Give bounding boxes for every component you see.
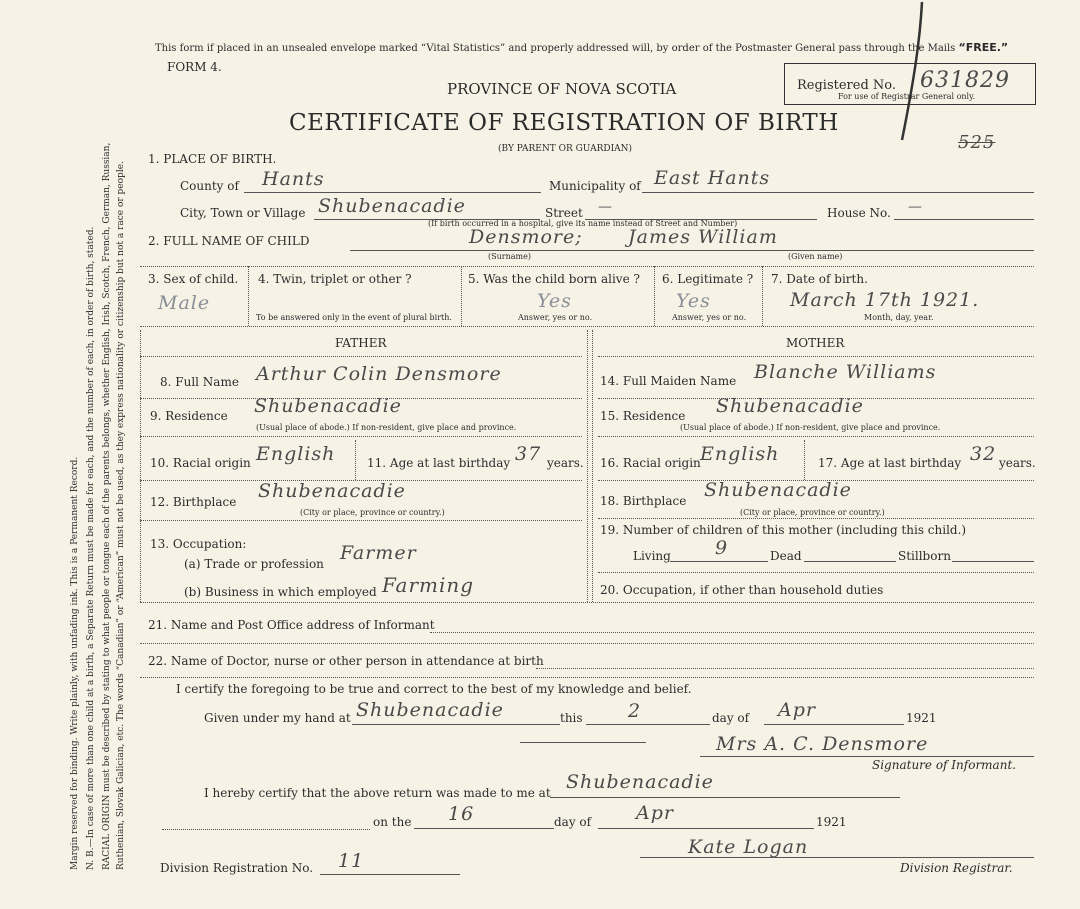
month-value: Apr (778, 699, 816, 721)
father-residence-note: (Usual place of abode.) If non-resident, give place and province. (256, 423, 517, 432)
registrar-month: Apr (636, 802, 674, 824)
father-residence-label: 9. Residence (150, 409, 228, 423)
mother-age-value: 32 (970, 443, 997, 465)
living-value: 9 (715, 537, 729, 559)
registrar-year: 1921 (816, 815, 847, 829)
division-number: 11 (338, 850, 365, 872)
twin-note: To be answered only in the event of plural birth. (256, 313, 452, 322)
occupation-label: 13. Occupation: (150, 537, 247, 551)
alive-label: 5. Was the child born alive ? (468, 272, 640, 286)
living-label: Living (633, 549, 671, 563)
father-birthplace-label: 12. Birthplace (150, 495, 237, 509)
given-under-label: Given under my hand at (204, 711, 351, 725)
business-value: Farming (382, 573, 475, 597)
mother-name-value: Blanche Williams (754, 361, 937, 383)
mother-residence-label: 15. Residence (600, 409, 686, 423)
legitimate-value: Yes (676, 290, 711, 312)
division-registrar-label: Division Registrar. (900, 861, 1013, 875)
margin-note-3: RACIAL ORIGIN must be described by stating to what people or tongue each of the parents belongs, whether English, Irish, Scotch, French, German, Russian, (102, 142, 112, 870)
child-surname: Densmore; (469, 226, 583, 248)
father-residence-value: Shubenacadie (254, 395, 402, 417)
dob-note: Month, day, year. (864, 313, 934, 322)
free-label: “FREE.” (958, 41, 1009, 54)
business-label: (b) Business in which employed (184, 585, 377, 599)
hospital-note: (If birth occurred in a hospital, give its name instead of Street and Number) (428, 219, 738, 228)
trade-label: (a) Trade or profession (184, 557, 324, 571)
postal-notice: This form if placed in an unsealed envelope marked “Vital Statistics” and properly addressed will, by order of the Postmaster General pass through the Mails “FREE.” (155, 41, 1009, 54)
mother-birthplace-note: (City or place, province or country.) (740, 508, 885, 517)
registrar-day: 16 (448, 803, 475, 825)
dob-value: March 17th 1921. (790, 289, 980, 311)
division-label: Division Registration No. (160, 861, 314, 875)
given-place: Shubenacadie (356, 699, 504, 721)
legitimate-label: 6. Legitimate ? (662, 272, 754, 286)
attendant-label: 22. Name of Doctor, nurse or other person in attendance at birth (148, 654, 544, 668)
father-birthplace-value: Shubenacadie (258, 480, 406, 502)
this-label: this (560, 711, 583, 725)
street-value: — (598, 199, 613, 215)
margin-note-1: Margin reserved for binding. Write plainly, with unfading ink. This is a Permanent Record. (70, 456, 80, 870)
father-age-label: 11. Age at last birthday (367, 456, 511, 470)
year-value: 1921 (906, 711, 937, 725)
mother-heading: MOTHER (786, 336, 845, 350)
day-value: 2 (628, 700, 642, 722)
street-label: Street (545, 206, 583, 220)
stillborn-label: Stillborn (898, 549, 951, 563)
father-race-value: English (256, 443, 336, 465)
registrar-note: For use of Registrar General only. (838, 92, 976, 101)
registered-label: Registered No. (797, 78, 897, 93)
dob-label: 7. Date of birth. (771, 272, 868, 286)
children-count-label: 19. Number of children of this mother (including this child.) (600, 523, 967, 537)
city-value: Shubenacadie (318, 195, 466, 217)
city-label: City, Town or Village (180, 206, 306, 220)
dead-label: Dead (770, 549, 802, 563)
county-value: Hants (262, 168, 325, 190)
corner-number: 525 (958, 132, 996, 153)
father-name-label: 8. Full Name (160, 375, 239, 389)
on-the-label: on the (373, 815, 412, 829)
mother-years-label: years. (999, 456, 1036, 470)
mother-birthplace-value: Shubenacadie (704, 479, 852, 501)
father-race-label: 10. Racial origin (150, 456, 251, 470)
twin-label: 4. Twin, triplet or other ? (258, 272, 412, 286)
municipality-label: Municipality of (549, 179, 641, 193)
mother-residence-note: (Usual place of abode.) If non-resident, give place and province. (680, 423, 941, 432)
mother-birthplace-label: 18. Birthplace (600, 494, 687, 508)
pen-stroke (880, 0, 930, 150)
registrar-text: I hereby certify that the above return was made to me at (204, 786, 551, 800)
certify-text: I certify the foregoing to be true and correct to the best of my knowledge and belief. (176, 682, 692, 696)
registrar-day-of: day of (554, 815, 592, 829)
house-value: — (908, 199, 923, 215)
margin-note-2: N. B.—In case of more than one child at a birth, a Separate Return must be made for each, and the number of each, in order of birth, stated. (86, 226, 96, 870)
father-birthplace-note: (City or place, province or country.) (300, 508, 445, 517)
mother-name-label: 14. Full Maiden Name (600, 374, 737, 388)
child-name-label: 2. FULL NAME OF CHILD (148, 234, 310, 248)
municipality-value: East Hants (654, 167, 771, 189)
place-heading: 1. PLACE OF BIRTH. (148, 152, 277, 166)
alive-note: Answer, yes or no. (518, 313, 593, 322)
signature-label: Signature of Informant. (872, 758, 1017, 772)
trade-value: Farmer (340, 542, 417, 564)
mother-residence-value: Shubenacadie (716, 395, 864, 417)
mother-race-label: 16. Racial origin (600, 456, 701, 470)
informant-label: 21. Name and Post Office address of Informant (148, 618, 435, 632)
father-years-label: years. (547, 456, 584, 470)
certificate-title: CERTIFICATE OF REGISTRATION OF BIRTH (289, 110, 839, 136)
registrar-place: Shubenacadie (566, 771, 714, 793)
sex-value: Male (158, 292, 211, 314)
sex-label: 3. Sex of child. (148, 272, 239, 286)
day-of-label: day of (712, 711, 750, 725)
registered-number: 631829 (920, 68, 1010, 93)
child-given-name: James William (628, 226, 778, 248)
alive-value: Yes (537, 290, 572, 312)
mother-age-label: 17. Age at last birthday (818, 456, 962, 470)
father-heading: FATHER (335, 336, 387, 350)
form-number: FORM 4. (167, 60, 222, 74)
informant-signature: Mrs A. C. Densmore (716, 733, 929, 755)
margin-note-4: Ruthenian, Slovak Galician, etc. The words “Canadian” or “American” must not be used, as they express nationality or citizenship but not a race or people. (116, 161, 126, 870)
given-note: (Given name) (788, 252, 843, 261)
father-age-value: 37 (515, 443, 542, 465)
surname-note: (Surname) (488, 252, 531, 261)
certificate-subtitle: (BY PARENT OR GUARDIAN) (498, 144, 633, 154)
legitimate-note: Answer, yes or no. (672, 313, 747, 322)
mother-race-value: English (700, 443, 780, 465)
province-title: PROVINCE OF NOVA SCOTIA (447, 80, 677, 98)
house-label: House No. (827, 206, 891, 220)
county-label: County of (180, 179, 239, 193)
registrar-signature: Kate Logan (688, 836, 809, 858)
father-name-value: Arthur Colin Densmore (256, 363, 502, 385)
mother-occupation-label: 20. Occupation, if other than household duties (600, 583, 884, 597)
